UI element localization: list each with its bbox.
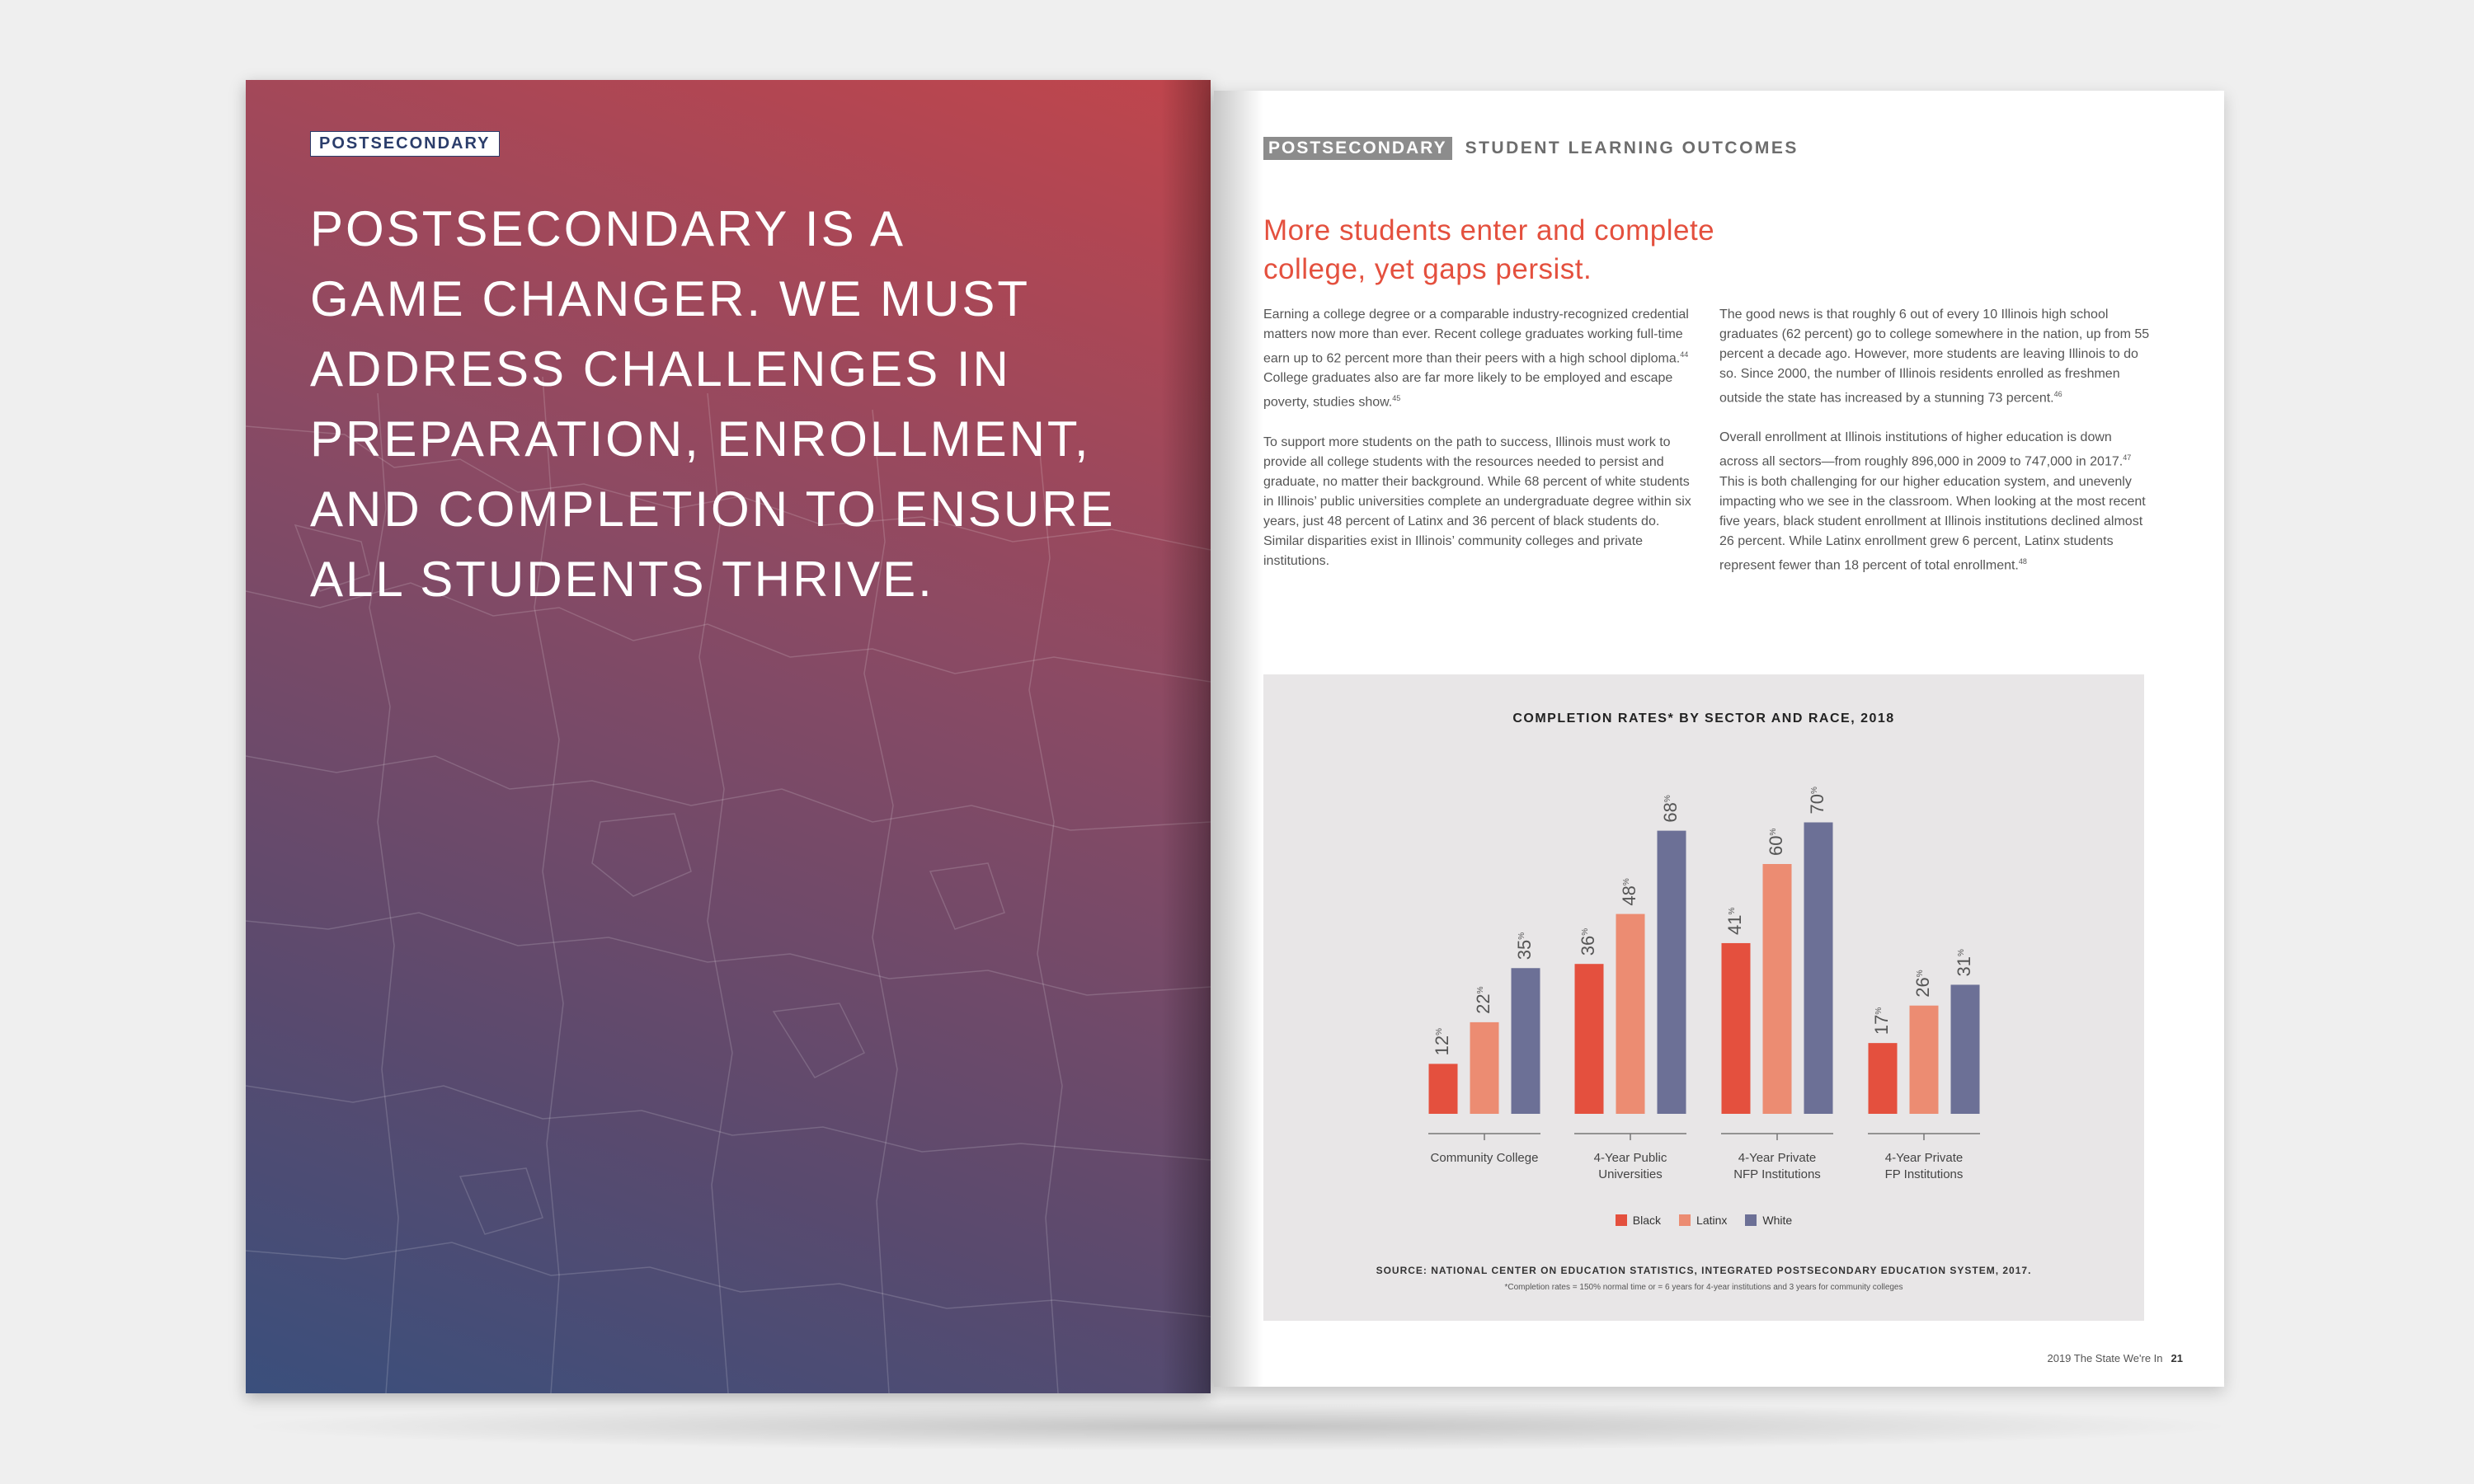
category-label: NFP Institutions — [1733, 1167, 1821, 1181]
bar-value-label: 48% — [1619, 878, 1639, 906]
chart-legend — [1263, 1214, 2144, 1227]
bar-black — [1722, 943, 1751, 1114]
bar-value-label: 35% — [1514, 932, 1535, 960]
paragraph: Overall enrollment at Illinois institutions of higher education is down across all sectors—from roughly 896,000 in 2009 to 747,000 in 2017.47 This is both challenging for our higher education system, and unevenly impacting who we see in the classroom. When looking at the most recent five years, black student enrollment at Illinois institutions declined almost 26 percent. While Latinx enrollment grew 6 percent, Latinx students represent fewer than 18 percent of total enrollment.$^{48}$ — [1719, 430, 2146, 572]
bar-value-label: 12% — [1432, 1028, 1452, 1056]
bar-value-label: 26% — [1912, 970, 1933, 998]
spread-shadow — [231, 1402, 2243, 1451]
headline-line: AND COMPLETION TO ENSURE — [310, 481, 1116, 537]
category-label: 4-Year Private — [1738, 1151, 1817, 1165]
bar-latinx — [1763, 864, 1792, 1114]
headline — [310, 194, 1168, 614]
right-page — [1214, 91, 2224, 1387]
legend-item-white — [1745, 1214, 1792, 1227]
bar-white — [1804, 823, 1833, 1115]
bar-value-label: 41% — [1724, 907, 1745, 935]
legend-label: Black — [1632, 1214, 1662, 1227]
bar-value-label: 70% — [1807, 787, 1827, 815]
section-header — [1263, 136, 1799, 161]
headline-line: ALL STUDENTS THRIVE. — [310, 552, 934, 607]
chart-title: COMPLETION RATES* BY SECTOR AND RACE, 2018 — [1512, 711, 1895, 726]
section-title: STUDENT LEARNING OUTCOMES — [1465, 139, 1799, 157]
chart-panel — [1263, 674, 2144, 1321]
bar-value-label: 36% — [1578, 928, 1598, 956]
section-tag: POSTSECONDARY — [310, 131, 500, 157]
legend-swatch — [1679, 1214, 1691, 1226]
bar-latinx — [1910, 1006, 1939, 1114]
legend-swatch — [1616, 1214, 1627, 1226]
legend-label: Latinx — [1696, 1214, 1728, 1227]
category-label: FP Institutions — [1884, 1167, 1964, 1181]
headline-line: GAME CHANGER. WE MUST — [310, 271, 1031, 326]
legend-item-black — [1616, 1214, 1661, 1227]
headline-line: PREPARATION, ENROLLMENT, — [310, 411, 1091, 467]
paragraph: Earning a college degree or a comparable industry-recognized credential matters now more than ever. Recent college graduates working full-time earn up to 62 percent more than their peers with a high school diploma.$^{44}$ College graduates also are far more likely to be employed and escape poverty, studies show.$^{45}$ — [1263, 308, 1689, 410]
page-gutter-shadow — [1214, 91, 1263, 1387]
bar-white — [1512, 968, 1540, 1114]
bar-black — [1869, 1043, 1898, 1114]
page-footer — [2047, 1352, 2183, 1364]
page-number: 21 — [2171, 1352, 2183, 1364]
page-gutter-shadow — [1161, 80, 1211, 1393]
article-title — [1263, 211, 1714, 289]
bar-black — [1429, 1064, 1458, 1114]
bar-chart — [1263, 674, 2144, 1202]
body-column-2 — [1719, 305, 2152, 595]
paragraph: The good news is that roughly 6 out of every 10 Illinois high school graduates (62 percent) go to college somewhere in the nation, up from 55 percent a decade ago. However, more students are leaving Illinois to do so. Since 2000, the number of Illinois residents enrolled as freshmen outside the state has increased by a stunning 73 percent.$^{46}$ — [1719, 308, 2150, 406]
paragraph: To support more students on the path to success, Illinois must work to provide all college students with the resources needed to persist and graduate, no matter their background. While 68 percent of white students in Illinois’ public universities complete an undergraduate degree within six years, just 48 percent of Latinx and 36 percent of black students do. Similar disparities exist in Illinois’ community colleges and private institutions. — [1263, 434, 1691, 568]
body-column-1 — [1263, 305, 1696, 591]
headline-line: ADDRESS CHALLENGES IN — [310, 341, 1011, 397]
bar-value-label: 22% — [1473, 986, 1493, 1014]
publication-title: 2019 The State We're In — [2047, 1352, 2163, 1364]
bar-value-label: 17% — [1871, 1007, 1892, 1036]
left-page — [246, 80, 1211, 1393]
article-title-line: college, yet gaps persist. — [1263, 253, 1592, 285]
section-tag: POSTSECONDARY — [1263, 137, 1452, 160]
category-label: Community College — [1430, 1151, 1539, 1165]
category-label: Universities — [1598, 1167, 1663, 1181]
bar-value-label: 31% — [1954, 949, 1974, 977]
bar-white — [1951, 984, 1980, 1114]
article-title-line: More students enter and complete — [1263, 214, 1715, 247]
bar-value-label: 68% — [1660, 795, 1681, 823]
chart-footnote: *Completion rates = 150% normal time or = 6 years for 4-year institutions and 3 years for community colleges — [1504, 1283, 1903, 1292]
bar-black — [1575, 964, 1604, 1114]
legend-label: White — [1762, 1214, 1793, 1227]
category-label: 4-Year Private — [1884, 1151, 1964, 1165]
legend-item-latinx — [1679, 1214, 1727, 1227]
bar-latinx — [1616, 914, 1645, 1114]
chart-source: SOURCE: NATIONAL CENTER ON EDUCATION STATISTICS, INTEGRATED POSTSECONDARY EDUCATION SYSTEM, 2017. — [1376, 1265, 2032, 1276]
headline-line: POSTSECONDARY IS A — [310, 201, 905, 256]
bar-value-label: 60% — [1766, 828, 1786, 856]
bar-white — [1658, 831, 1686, 1114]
bar-latinx — [1470, 1022, 1499, 1114]
category-label: 4-Year Public — [1593, 1151, 1667, 1165]
legend-swatch — [1745, 1214, 1757, 1226]
